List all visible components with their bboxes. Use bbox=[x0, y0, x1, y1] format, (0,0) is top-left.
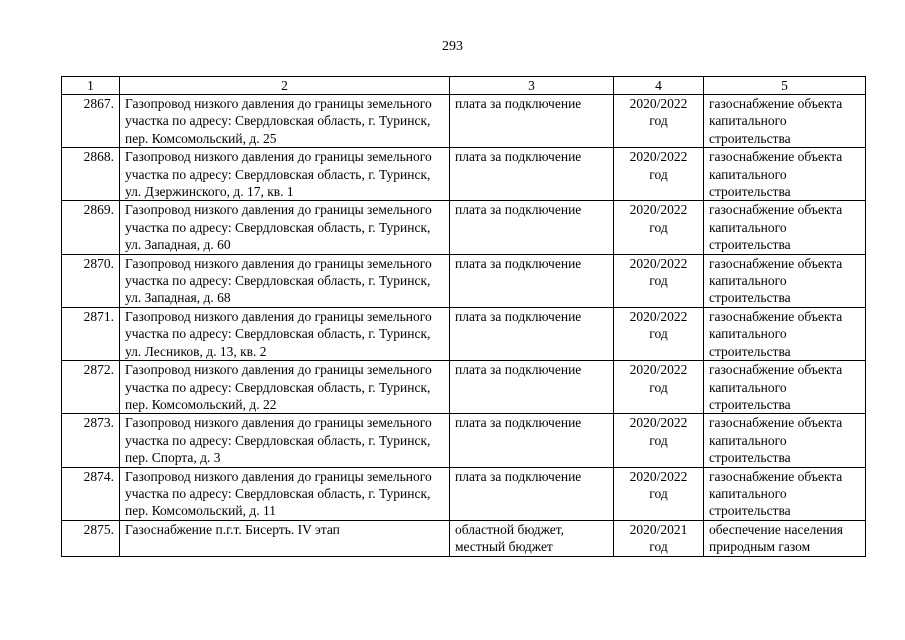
column-header-3: 3 bbox=[450, 77, 614, 95]
registry-table bbox=[61, 76, 866, 557]
object-name: Газопровод низкого давления до границы земельного участка по адресу: Свердловская область, г. Туринск, пер. Комсомольский, д. 11 bbox=[120, 467, 450, 520]
table-row bbox=[62, 201, 866, 254]
object-name: Газопровод низкого давления до границы земельного участка по адресу: Свердловская область, г. Туринск, пер. Спорта, д. 3 bbox=[120, 414, 450, 467]
row-number: 2868. bbox=[62, 148, 120, 201]
column-header-1: 1 bbox=[62, 77, 120, 95]
implementation-period: 2020/2022 год bbox=[614, 95, 704, 148]
implementation-period: 2020/2022 год bbox=[614, 148, 704, 201]
row-number: 2873. bbox=[62, 414, 120, 467]
implementation-period: 2020/2022 год bbox=[614, 361, 704, 414]
funding-source: плата за подключение bbox=[450, 467, 614, 520]
funding-source: плата за подключение bbox=[450, 361, 614, 414]
funding-source: плата за подключение bbox=[450, 307, 614, 360]
object-purpose: газоснабжение объекта капитального строительства bbox=[704, 95, 866, 148]
object-purpose: газоснабжение объекта капитального строительства bbox=[704, 307, 866, 360]
row-number: 2869. bbox=[62, 201, 120, 254]
funding-source: плата за подключение bbox=[450, 148, 614, 201]
object-name: Газопровод низкого давления до границы земельного участка по адресу: Свердловская область, г. Туринск, ул. Западная, д. 68 bbox=[120, 254, 450, 307]
row-number: 2872. bbox=[62, 361, 120, 414]
table-row bbox=[62, 254, 866, 307]
implementation-period: 2020/2022 год bbox=[614, 414, 704, 467]
object-purpose: газоснабжение объекта капитального строительства bbox=[704, 148, 866, 201]
page-number: 293 bbox=[442, 39, 463, 54]
column-header-4: 4 bbox=[614, 77, 704, 95]
table-row bbox=[62, 148, 866, 201]
object-purpose: газоснабжение объекта капитального строительства bbox=[704, 254, 866, 307]
object-name: Газопровод низкого давления до границы земельного участка по адресу: Свердловская область, г. Туринск, пер. Комсомольский, д. 22 bbox=[120, 361, 450, 414]
column-header-2: 2 bbox=[120, 77, 450, 95]
implementation-period: 2020/2022 год bbox=[614, 254, 704, 307]
implementation-period: 2020/2021 год bbox=[614, 520, 704, 556]
implementation-period: 2020/2022 год bbox=[614, 467, 704, 520]
row-number: 2875. bbox=[62, 520, 120, 556]
funding-source: плата за подключение bbox=[450, 254, 614, 307]
row-number: 2870. bbox=[62, 254, 120, 307]
object-name: Газопровод низкого давления до границы земельного участка по адресу: Свердловская область, г. Туринск, ул. Западная, д. 60 bbox=[120, 201, 450, 254]
funding-source: плата за подключение bbox=[450, 201, 614, 254]
funding-source: плата за подключение bbox=[450, 95, 614, 148]
table-row bbox=[62, 467, 866, 520]
implementation-period: 2020/2022 год bbox=[614, 307, 704, 360]
object-name: Газопровод низкого давления до границы земельного участка по адресу: Свердловская область, г. Туринск, пер. Комсомольский, д. 25 bbox=[120, 95, 450, 148]
funding-source: областной бюджет, местный бюджет bbox=[450, 520, 614, 556]
object-name: Газоснабжение п.г.т. Бисерть. IV этап bbox=[120, 520, 450, 556]
object-purpose: газоснабжение объекта капитального строительства bbox=[704, 361, 866, 414]
implementation-period: 2020/2022 год bbox=[614, 201, 704, 254]
object-name: Газопровод низкого давления до границы земельного участка по адресу: Свердловская область, г. Туринск, ул. Лесников, д. 13, кв. 2 bbox=[120, 307, 450, 360]
table-row bbox=[62, 95, 866, 148]
row-number: 2867. bbox=[62, 95, 120, 148]
row-number: 2871. bbox=[62, 307, 120, 360]
funding-source: плата за подключение bbox=[450, 414, 614, 467]
object-purpose: газоснабжение объекта капитального строительства bbox=[704, 414, 866, 467]
table-row bbox=[62, 361, 866, 414]
object-purpose: газоснабжение объекта капитального строительства bbox=[704, 201, 866, 254]
object-purpose: обеспечение населения природным газом bbox=[704, 520, 866, 556]
table-row bbox=[62, 414, 866, 467]
object-name: Газопровод низкого давления до границы земельного участка по адресу: Свердловская область, г. Туринск, ул. Дзержинского, д. 17, кв. 1 bbox=[120, 148, 450, 201]
row-number: 2874. bbox=[62, 467, 120, 520]
table-row bbox=[62, 307, 866, 360]
table-header-row bbox=[62, 77, 866, 95]
table-row bbox=[62, 520, 866, 556]
object-purpose: газоснабжение объекта капитального строительства bbox=[704, 467, 866, 520]
column-header-5: 5 bbox=[704, 77, 866, 95]
